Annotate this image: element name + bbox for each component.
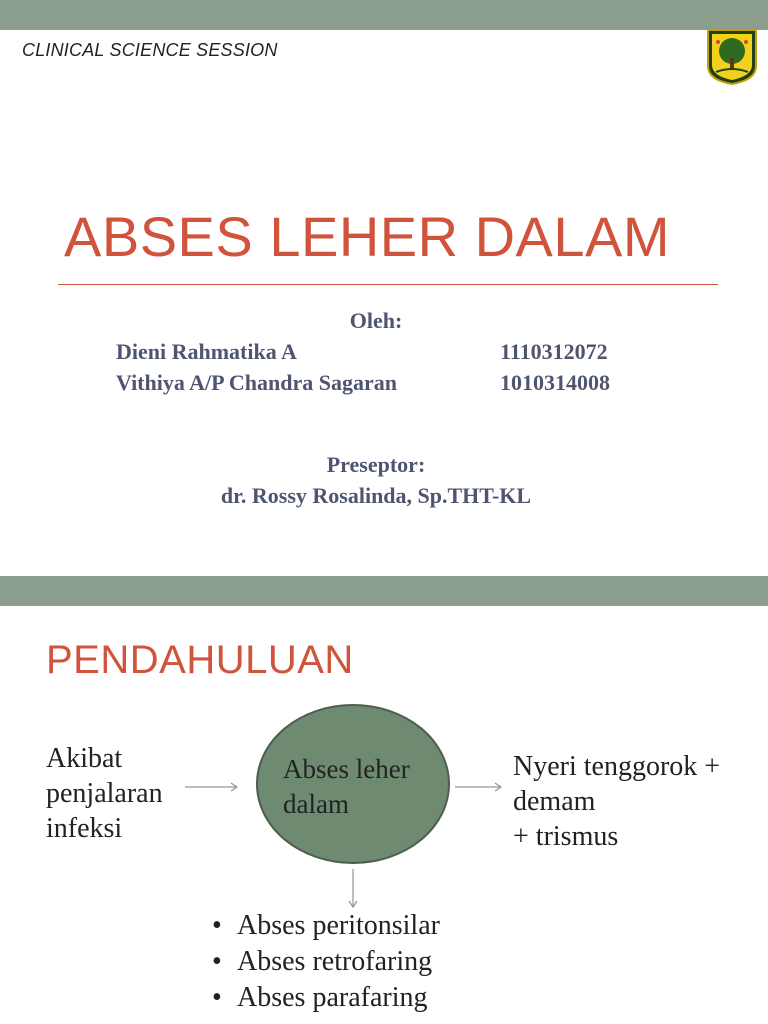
center-node-label xyxy=(283,752,410,822)
symptom-text xyxy=(513,749,720,854)
author-id: 1110312072 xyxy=(500,339,608,364)
center-line: dalam xyxy=(283,789,349,819)
list-item xyxy=(212,980,440,1016)
list-item-label: Abses retrofaring xyxy=(237,946,433,977)
symptom-line: + trismus xyxy=(513,821,619,852)
slide-separator-band xyxy=(0,576,768,606)
list-item-label: Abses peritonsilar xyxy=(237,910,440,941)
preceptor-label: Preseptor: xyxy=(326,452,426,477)
bullet-dot: • xyxy=(212,946,222,977)
cause-line: penjalaran xyxy=(46,778,163,809)
author-id: 1010314008 xyxy=(500,370,610,395)
section-title: PENDAHULUAN xyxy=(46,638,354,682)
preceptor-name: dr. Rossy Rosalinda, Sp.THT-KL xyxy=(220,483,532,508)
author-name: Vithiya A/P Chandra Sagaran xyxy=(116,370,397,395)
bullet-dot: • xyxy=(212,910,222,941)
bullet-dot: • xyxy=(212,982,222,1013)
cause-text xyxy=(46,741,163,846)
authors-label: Oleh: xyxy=(349,308,403,333)
cause-line: Akibat xyxy=(46,743,123,774)
arrow-cause-to-center xyxy=(185,780,241,794)
list-item xyxy=(212,944,440,980)
arrow-center-to-symptoms xyxy=(455,780,505,794)
session-label: CLINICAL SCIENCE SESSION xyxy=(22,40,278,60)
title-divider xyxy=(58,284,718,285)
symptom-line: Nyeri tenggorok + xyxy=(513,751,721,782)
presentation-title: ABSES LEHER DALAM xyxy=(64,205,671,268)
abscess-types-list xyxy=(212,908,440,1016)
cause-line: infeksi xyxy=(46,813,123,844)
author-name: Dieni Rahmatika A xyxy=(116,339,297,364)
symptom-line: demam xyxy=(513,786,596,817)
university-seal-icon xyxy=(704,30,760,86)
arrow-center-to-types xyxy=(346,869,360,911)
top-band xyxy=(0,0,768,30)
list-item xyxy=(212,908,440,944)
slide-1 xyxy=(0,30,768,576)
slide-2 xyxy=(0,606,768,1024)
center-line: Abses leher xyxy=(283,754,410,784)
list-item-label: Abses parafaring xyxy=(237,982,428,1013)
